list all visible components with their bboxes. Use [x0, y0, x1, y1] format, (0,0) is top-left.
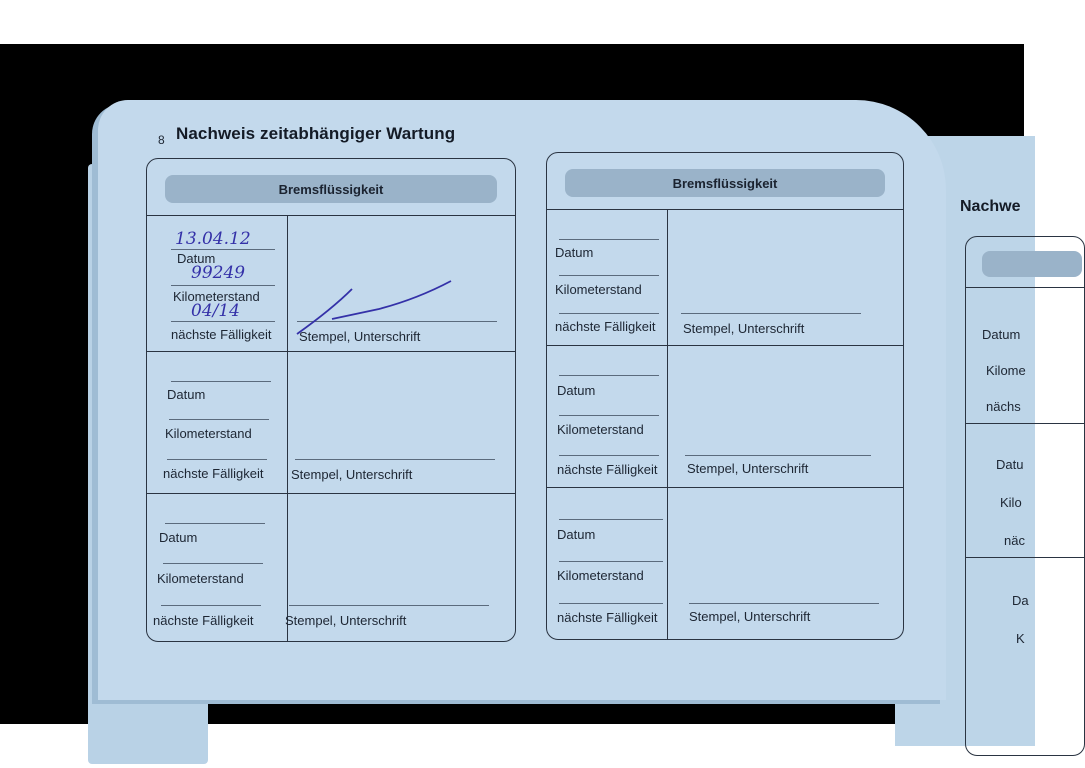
label-naechste-faelligkeit: nächste Fälligkeit	[153, 613, 254, 628]
fill-line	[685, 455, 871, 456]
label-kilometerstand: Kilometerstand	[555, 282, 642, 297]
label-stempel-unterschrift: Stempel, Unterschrift	[689, 609, 811, 624]
fill-line	[171, 381, 271, 382]
fill-line	[289, 605, 489, 606]
label-stempel-unterschrift: Stempel, Unterschrift	[683, 321, 805, 336]
handwritten-date: 13.04.12	[175, 229, 251, 249]
label-stempel-unterschrift: Stempel, Unterschrift	[285, 613, 407, 628]
label-datum: Datum	[557, 383, 596, 398]
label-naechste-faelligkeit: nächste Fälligkeit	[163, 466, 264, 481]
right-label-due: nächs	[986, 399, 1021, 414]
fill-line	[681, 313, 861, 314]
label-naechste-faelligkeit: nächste Fälligkeit	[555, 319, 656, 334]
card-divider	[547, 209, 903, 210]
label-datum: Datum	[167, 387, 206, 402]
label-kilometerstand: Kilometerstand	[157, 571, 244, 586]
fill-line	[689, 603, 879, 604]
page-title: Nachweis zeitabhängiger Wartung	[176, 124, 456, 143]
fill-line	[295, 459, 495, 460]
right-card-line	[966, 287, 1084, 288]
label-datum: Datum	[177, 251, 216, 266]
card-right	[546, 152, 904, 640]
fill-line	[559, 415, 659, 416]
label-datum: Datum	[557, 527, 596, 542]
fill-line	[559, 603, 663, 604]
label-datum: Datum	[555, 245, 594, 260]
fill-line	[169, 419, 269, 420]
card-divider	[147, 351, 515, 352]
fill-line	[559, 375, 659, 376]
fill-line	[559, 455, 659, 456]
photo-background	[0, 44, 1029, 724]
left-page	[98, 100, 946, 700]
right-label-km: Kilome	[986, 363, 1026, 378]
label-stempel-unterschrift: Stempel, Unterschrift	[299, 329, 421, 344]
card-divider	[147, 493, 515, 494]
right-page-card	[965, 236, 1085, 756]
right-label-km: Kilo	[1000, 495, 1022, 510]
right-card-header	[982, 251, 1082, 277]
handwritten-due: 04/14	[191, 301, 240, 321]
label-kilometerstand: Kilometerstand	[557, 568, 644, 583]
right-label-datum: Datu	[996, 457, 1024, 472]
label-stempel-unterschrift: Stempel, Unterschrift	[291, 467, 413, 482]
fill-line	[167, 459, 267, 460]
fill-line	[161, 605, 261, 606]
fill-line	[559, 519, 663, 520]
label-naechste-faelligkeit: nächste Fälligkeit	[557, 610, 658, 625]
card-header: Bremsflüssigkeit	[165, 175, 497, 203]
fill-line	[559, 275, 659, 276]
signature-mark	[147, 159, 517, 359]
label-datum: Datum	[159, 530, 198, 545]
label-kilometerstand: Kilometerstand	[165, 426, 252, 441]
fill-line	[559, 313, 659, 314]
fill-line	[165, 523, 265, 524]
card-divider	[547, 345, 903, 346]
label-kilometerstand: Kilometerstand	[173, 289, 260, 304]
right-card-line	[966, 423, 1084, 424]
label-kilometerstand: Kilometerstand	[557, 422, 644, 437]
right-card-line	[966, 557, 1084, 558]
right-label-datum: Da	[1012, 593, 1029, 608]
handwritten-km: 99249	[191, 263, 246, 283]
label-naechste-faelligkeit: nächste Fälligkeit	[557, 462, 658, 477]
right-label-datum: Datum	[982, 327, 1021, 342]
page-number: 8	[158, 133, 165, 147]
card-header: Bremsflüssigkeit	[565, 169, 885, 197]
right-page-title: Nachwe	[960, 198, 1021, 215]
fill-line	[559, 561, 663, 562]
card-left	[146, 158, 516, 642]
right-label-km: K	[1016, 631, 1025, 646]
card-divider	[547, 487, 903, 488]
fill-line	[559, 239, 659, 240]
fill-line	[163, 563, 263, 564]
label-stempel-unterschrift: Stempel, Unterschrift	[687, 461, 809, 476]
right-label-due: näc	[1004, 533, 1025, 548]
label-naechste-faelligkeit: nächste Fälligkeit	[171, 327, 272, 342]
card-column-divider	[667, 209, 668, 639]
